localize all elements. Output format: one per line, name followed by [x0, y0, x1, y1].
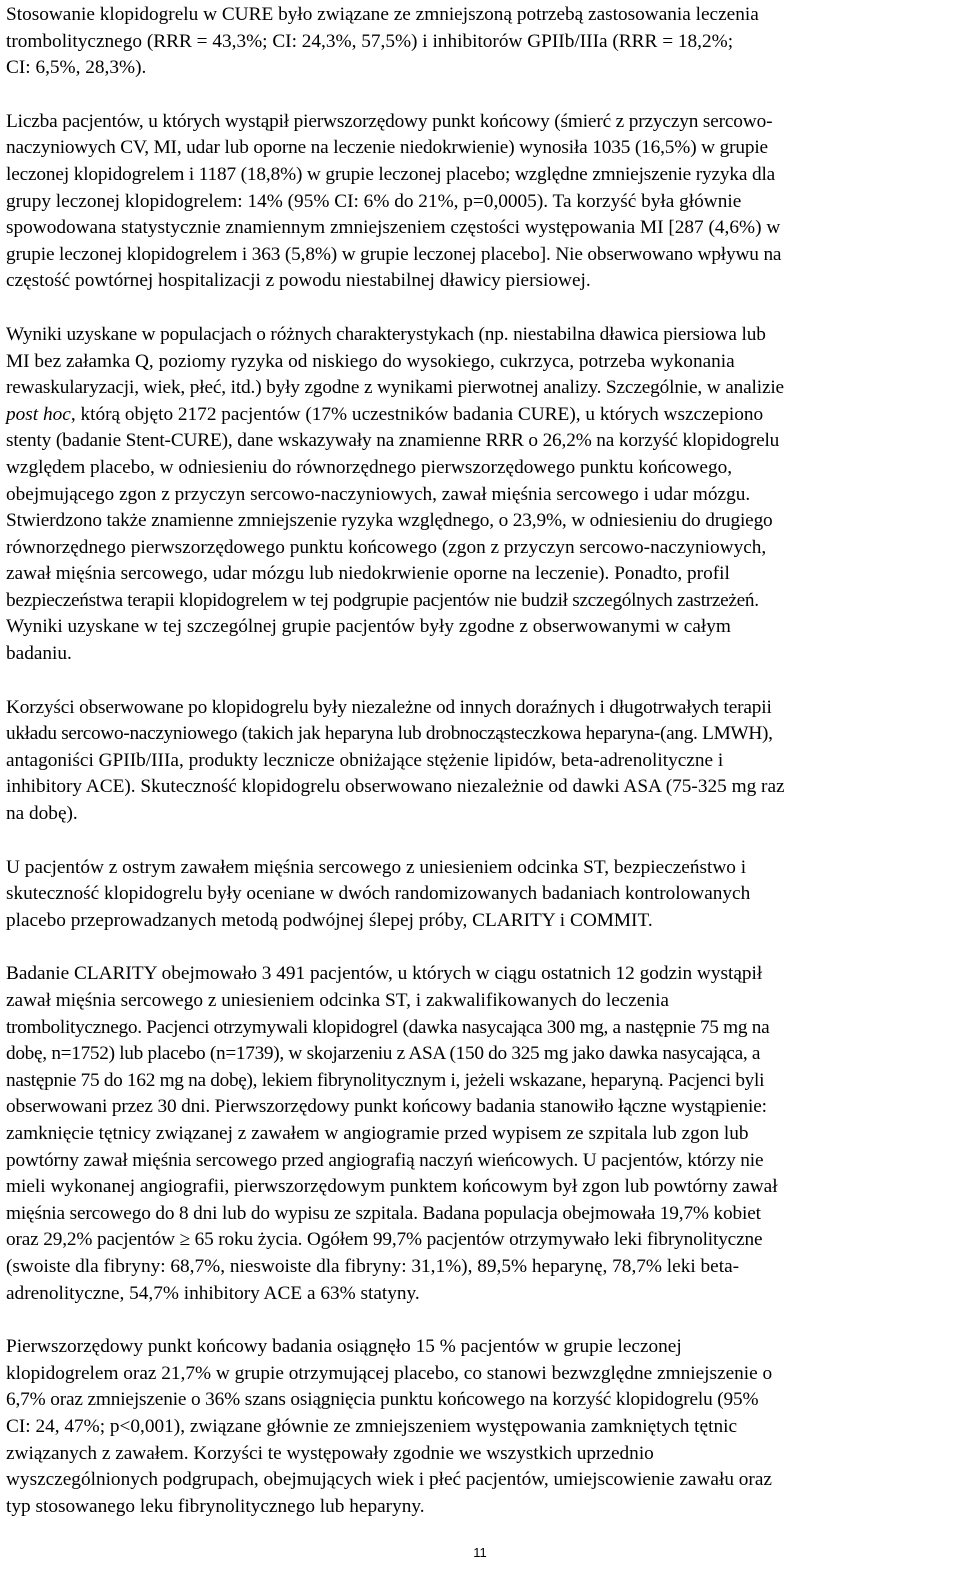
- paragraph-gap: [6, 295, 952, 322]
- text-line: Wyniki uzyskane w tej szczególnej grupie pacjentów były zgodne z obserwowanymi w całym: [6, 616, 731, 638]
- text-line: równorzędnego pierwszorzędowego punktu końcowego (zgon z przyczyn sercowo-naczyniowych,: [6, 536, 767, 558]
- text-line: trombolitycznego. Pacjenci otrzymywali klopidogrel (dawka nasycająca 300 mg, a następnie 75 mg na: [6, 1016, 770, 1038]
- text-line: (swoiste dla fibryny: 68,7%, nieswoiste dla fibryny: 31,1%), 89,5% heparynę, 78,7% leki beta-: [6, 1255, 740, 1277]
- text-line: Korzyści obserwowane po klopidogrelu były niezależne od innych doraźnych i długotrwałych terapii: [6, 696, 772, 718]
- text-line: MI bez załamka Q, poziomy ryzyka od niskiego do wysokiego, cukrzyca, potrzeba wykonania: [6, 350, 735, 372]
- paragraph-5: [6, 855, 952, 935]
- text-line: częstość powtórnej hospitalizacji z powodu niestabilnej dławicy piersiowej.: [6, 270, 591, 292]
- text-line: Stwierdzono także znamienne zmniejszenie ryzyka względnego, o 23,9%, w odniesieniu do drugiego: [6, 510, 773, 532]
- text-line: względem placebo, w odniesieniu do równorzędnego pierwszorzędowego punktu końcowego,: [6, 456, 733, 478]
- text-line: zawał mięśnia sercowego, udar mózgu lub niedokrwienie oporne na leczenie). Ponadto, profil: [6, 563, 730, 585]
- text-line: adrenolityczne, 54,7% inhibitory ACE a 63% statyny.: [6, 1282, 420, 1304]
- paragraph-gap: [6, 668, 952, 695]
- text-line: Liczba pacjentów, u których wystąpił pierwszorzędowy punkt końcowy (śmierć z przyczyn sercowo-: [6, 110, 773, 132]
- text-line: leczonej klopidogrelem i 1187 (18,8%) w grupie leczonej placebo; względne zmniejszenie ryzyka dla: [6, 163, 776, 185]
- text-line: badaniu.: [6, 643, 72, 665]
- document-page: [6, 0, 952, 1520]
- paragraph-7: [6, 1334, 952, 1520]
- text-line: 6,7% oraz zmniejszenie o 36% szans osiągnięcia punktu końcowego na korzyść klopidogrelu (95%: [6, 1389, 759, 1411]
- text-line: CI: 6,5%, 28,3%).: [6, 57, 147, 79]
- text-line: bezpieczeństwa terapii klopidogrelem w tej podgrupie pacjentów nie budził szczególnych zastrzeżeń.: [6, 589, 759, 611]
- text-line: na dobę).: [6, 803, 78, 825]
- text-line: skuteczność klopidogrelu były oceniane w dwóch randomizowanych badaniach kontrolowanych: [6, 883, 751, 905]
- text-line: inhibitory ACE). Skuteczność klopidogrelu obserwowano niezależnie od dawki ASA (75-325 mg raz: [6, 776, 785, 798]
- text-line: wyszczególnionych podgrupach, obejmujących wiek i płeć pacjentów, umiejscowienie zawału oraz: [6, 1469, 772, 1491]
- text-line: grupy leczonej klopidogrelem: 14% (95% CI: 6% do 21%, p=0,0005). Ta korzyść była głównie: [6, 190, 742, 212]
- text-line: klopidogrelem oraz 21,7% w grupie otrzymującej placebo, co stanowi bezwzględne zmniejszenie o: [6, 1362, 773, 1384]
- text-line: mięśnia sercowego do 8 dni lub do wypisu ze szpitala. Badana populacja obejmowała 19,7% kobiet: [6, 1202, 761, 1224]
- paragraph-3: [6, 322, 952, 668]
- text-line: spowodowana statystycznie znamiennym zmniejszeniem częstości występowania MI [287 (4,6%) w: [6, 217, 781, 239]
- text-line: post hoc, którą objęto 2172 pacjentów (17% uczestników badania CURE), u których wszczepiono: [6, 403, 764, 425]
- paragraph-2: [6, 109, 952, 295]
- text-line: rewaskularyzacji, wiek, płeć, itd.) były zgodne z wynikami pierwotnej analizy. Szczególnie, w analizie: [6, 377, 784, 399]
- text-line: typ stosowanego leku fibrynolitycznego lub heparyny.: [6, 1495, 425, 1517]
- paragraph-gap: [6, 828, 952, 855]
- text-line: trombolitycznego (RRR = 43,3%; CI: 24,3%, 57,5%) i inhibitorów GPIIb/IIIa (RRR = 18,2%;: [6, 30, 734, 52]
- paragraph-gap: [6, 82, 952, 109]
- text-line: Stosowanie klopidogrelu w CURE było związane ze zmniejszoną potrzebą zastosowania leczenia: [6, 4, 759, 25]
- paragraph-gap: [6, 934, 952, 961]
- text-line: oraz 29,2% pacjentów ≥ 65 roku życia. Ogółem 99,7% pacjentów otrzymywało leki fibrynolityczne: [6, 1229, 763, 1251]
- text-line: grupie leczonej klopidogrelem i 363 (5,8%) w grupie leczonej placebo]. Nie obserwowano wpływu na: [6, 243, 782, 265]
- text-line: związanych z zawałem. Korzyści te występowały zgodnie we wszystkich uprzednio: [6, 1442, 654, 1464]
- page-number: 11: [473, 1545, 487, 1560]
- text-line: układu sercowo-naczyniowego (takich jak heparyna lub drobnocząsteczkowa heparyna-(ang. LMWH),: [6, 723, 773, 745]
- paragraph-1: [6, 2, 952, 82]
- text-line: obejmującego zgon z przyczyn sercowo-naczyniowych, zawał mięśnia sercowego i udar mózgu.: [6, 483, 751, 505]
- italic-term: post hoc: [6, 403, 71, 425]
- text-line: U pacjentów z ostrym zawałem mięśnia sercowego z uniesieniem odcinka ST, bezpieczeństwo i: [6, 856, 747, 878]
- text-line: dobę, n=1752) lub placebo (n=1739), w skojarzeniu z ASA (150 do 325 mg jako dawka nasycająca, a: [6, 1043, 761, 1065]
- text-line: zawał mięśnia sercowego z uniesieniem odcinka ST, i zakwalifikowanych do leczenia: [6, 990, 669, 1011]
- text-line: obserwowani przez 30 dni. Pierwszorzędowy punkt końcowy badania stanowiło łączne wystąpienie:: [6, 1096, 767, 1118]
- text-line: stenty (badanie Stent-CURE), dane wskazywały na znamienne RRR o 26,2% na korzyść klopidogrelu: [6, 430, 780, 452]
- text-line: naczyniowych CV, MI, udar lub oporne na leczenie niedokrwienie) wynosiła 1035 (16,5%) w grupie: [6, 137, 768, 159]
- text-line: mieli wykonanej angiografii, pierwszorzędowym punktem końcowym był zgon lub powtórny zawał: [6, 1176, 778, 1198]
- text-line: następnie 75 do 162 mg na dobę), lekiem fibrynolitycznym i, jeżeli wskazane, heparyną. Pacjenci byli: [6, 1069, 765, 1091]
- text-line: Pierwszorzędowy punkt końcowy badania osiągnęło 15 % pacjentów w grupie leczonej: [6, 1336, 682, 1358]
- paragraph-4: [6, 695, 952, 828]
- text-line: CI: 24, 47%; p<0,001), związane głównie ze zmniejszeniem występowania zamkniętych tętnic: [6, 1415, 738, 1437]
- text-line: powtórny zawał mięśnia sercowego przed angiografią naczyń wieńcowych. U pacjentów, którzy nie: [6, 1149, 764, 1171]
- paragraph-6: [6, 961, 952, 1307]
- text-line: Badanie CLARITY obejmowało 3 491 pacjentów, u których w ciągu ostatnich 12 godzin wystąpił: [6, 963, 763, 985]
- paragraph-gap: [6, 1307, 952, 1334]
- text-line: antagoniści GPIIb/IIIa, produkty lecznicze obniżające stężenie lipidów, beta-adrenolityczne i: [6, 749, 724, 771]
- text-line: placebo przeprowadzanych metodą podwójnej ślepej próby, CLARITY i COMMIT.: [6, 909, 653, 931]
- text-line: zamknięcie tętnicy związanej z zawałem w angiogramie przed wypisem ze szpitala lub zgon lub: [6, 1122, 749, 1144]
- text-line: Wyniki uzyskane w populacjach o różnych charakterystykach (np. niestabilna dławica piersiowa lub: [6, 323, 766, 345]
